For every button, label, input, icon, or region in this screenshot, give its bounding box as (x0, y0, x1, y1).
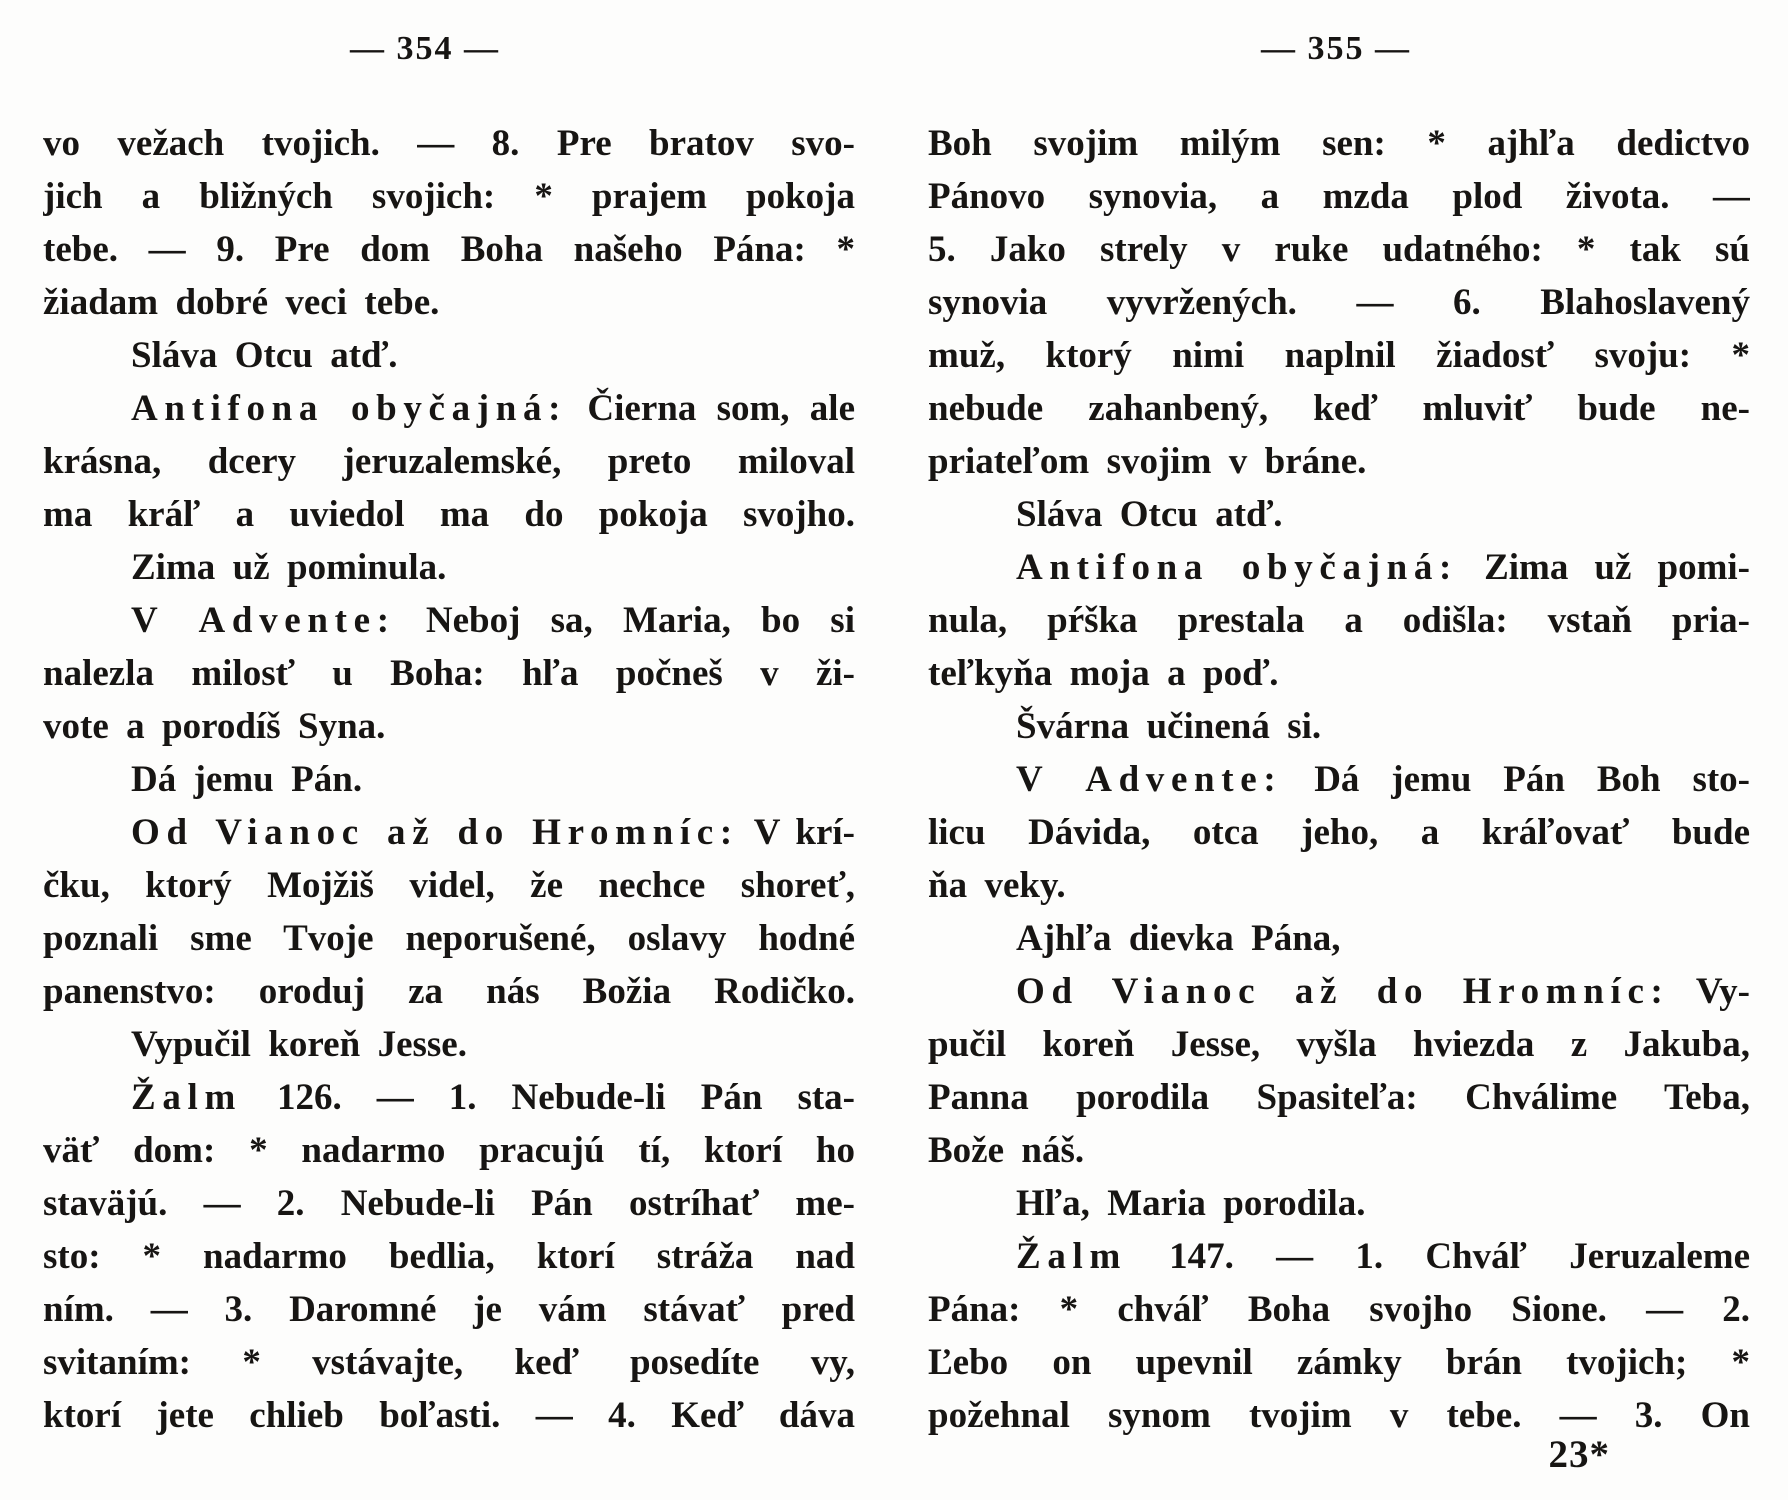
text-line (928, 1177, 1750, 1230)
line-text: priateľom svojim v bráne. (928, 441, 1367, 482)
line-text: Pána: * chváľ Boha svojho Sione. — 2. (928, 1289, 1750, 1330)
text-line (43, 117, 855, 170)
line-head: Žalm (131, 1077, 242, 1118)
right-text-column (928, 117, 1750, 1481)
text-line (43, 1283, 855, 1336)
text-line (928, 329, 1750, 382)
text-line (43, 276, 855, 329)
line-text: Dá jemu Pán Boh sto- (1282, 759, 1750, 800)
line-text: ňa veky. (928, 865, 1066, 906)
line-text: väť dom: * nadarmo pracujú tí, ktorí ho (43, 1130, 855, 1171)
text-line (43, 1336, 855, 1389)
line-head: Antifona obyčajná: (1016, 547, 1458, 588)
text-line (928, 647, 1750, 700)
line-text: žiadam dobré veci tebe. (43, 282, 440, 323)
line-text: Sláva Otcu atď. (1016, 494, 1283, 535)
line-text: muž, ktorý nimi naplnil žiadosť svoju: * (928, 335, 1750, 376)
text-line (928, 276, 1750, 329)
line-text: ma kráľ a uviedol ma do pokoja svojho. (43, 494, 855, 535)
text-line (928, 700, 1750, 753)
line-text: nalezla milosť u Boha: hľa počneš v ži- (43, 653, 855, 694)
text-line (928, 223, 1750, 276)
line-text: vo vežach tvojich. — 8. Pre bratov svo- (43, 123, 855, 164)
text-line (928, 753, 1750, 806)
text-line (43, 806, 855, 859)
line-text: Bože náš. (928, 1130, 1085, 1171)
line-text: synovia vyvržených. — 6. Blahoslavený (928, 282, 1750, 323)
line-text: Dá jemu Pán. (131, 759, 363, 800)
line-head: V Advente: (131, 600, 396, 641)
left-text-column (43, 117, 855, 1442)
line-text: poznali sme Tvoje neporušené, oslavy hodné (43, 918, 855, 959)
line-head: Žalm (1016, 1236, 1127, 1277)
line-head: Antifona obyčajná: (131, 388, 568, 429)
line-text: Sláva Otcu atď. (131, 335, 398, 376)
text-line (43, 541, 855, 594)
line-text: Čierna som, ale (567, 388, 855, 429)
text-line (928, 806, 1750, 859)
text-line (43, 647, 855, 700)
text-line (43, 329, 855, 382)
text-line (928, 1283, 1750, 1336)
text-line (928, 1071, 1750, 1124)
text-line (928, 382, 1750, 435)
text-line (43, 859, 855, 912)
text-line (43, 1071, 855, 1124)
text-line (928, 1018, 1750, 1071)
text-line (43, 488, 855, 541)
text-line (43, 1389, 855, 1442)
text-line (928, 1389, 1750, 1442)
text-line (928, 594, 1750, 647)
text-line (43, 912, 855, 965)
text-line (928, 541, 1750, 594)
line-text: staväjú. — 2. Nebude-li Pán ostríhať me- (43, 1183, 855, 1224)
text-line (43, 435, 855, 488)
line-text: Zima už pomi- (1457, 547, 1750, 588)
line-text: vote a porodíš Syna. (43, 706, 386, 747)
text-line (43, 1018, 855, 1071)
text-line (43, 170, 855, 223)
line-text: Zima už pominula. (131, 547, 447, 588)
line-text: nebude zahanbený, keď mluviť bude ne- (928, 388, 1750, 429)
line-head: V Advente: (1016, 759, 1283, 800)
line-text: čku, ktorý Mojžiš videl, že nechce shoreť, (43, 865, 855, 906)
text-line (928, 1336, 1750, 1389)
text-line (928, 117, 1750, 170)
line-text: Ajhľa dievka Pána, (1016, 918, 1341, 959)
line-head: Od Vianoc až do Hromníc: (131, 812, 739, 853)
line-text: jich a bližných svojich: * prajem pokoja (43, 176, 855, 217)
text-line (928, 170, 1750, 223)
line-head: Od Vianoc až do Hromníc: (1016, 971, 1670, 1012)
line-text: nula, pŕška prestala a odišla: vstaň pria- (928, 600, 1750, 641)
line-text: Neboj sa, Maria, bo si (395, 600, 855, 641)
line-text: ktorí jete chlieb boľasti. — 4. Keď dáva (43, 1395, 855, 1436)
page-number-left: — 354 — (350, 30, 500, 67)
text-line (43, 700, 855, 753)
line-text: Vy- (1669, 971, 1750, 1012)
line-text: 147. — 1. Chváľ Jeruzaleme (1126, 1236, 1750, 1277)
signature-mark: 23* (1548, 1433, 1610, 1476)
text-line (928, 912, 1750, 965)
text-line (928, 435, 1750, 488)
line-text: teľkyňa moja a poď. (928, 653, 1279, 694)
line-text: Ľebo on upevnil zámky brán tvojich; * (928, 1342, 1750, 1383)
text-line (43, 1177, 855, 1230)
line-text: Boh svojim milým sen: * ajhľa dedictvo (928, 123, 1750, 164)
line-text: krásna, dcery jeruzalemské, preto miloval (43, 441, 855, 482)
page-number-right: — 355 — (1261, 30, 1411, 67)
line-text: 126. — 1. Nebude-li Pán sta- (241, 1077, 855, 1118)
text-line (928, 965, 1750, 1018)
text-line (928, 1124, 1750, 1177)
line-text: licu Dávida, otca jeho, a kráľovať bude (928, 812, 1750, 853)
line-text: panenstvo: oroduj za nás Božia Rodičko. (43, 971, 855, 1012)
line-text: V krí- (738, 812, 855, 853)
text-line (43, 223, 855, 276)
line-text: svitaním: * vstávajte, keď posedíte vy, (43, 1342, 855, 1383)
line-text: Švárna učinená si. (1016, 706, 1322, 747)
text-line (928, 859, 1750, 912)
line-text: pučil koreň Jesse, vyšla hviezda z Jakuba, (928, 1024, 1750, 1065)
text-line (928, 1230, 1750, 1283)
line-text: sto: * nadarmo bedlia, ktorí stráža nad (43, 1236, 855, 1277)
line-text: Panna porodila Spasiteľa: Chválime Teba, (928, 1077, 1750, 1118)
text-line (928, 488, 1750, 541)
text-line (43, 753, 855, 806)
line-text: tebe. — 9. Pre dom Boha našeho Pána: * (43, 229, 855, 270)
text-line (43, 594, 855, 647)
right-page (894, 0, 1788, 1500)
line-text: Vypučil koreň Jesse. (131, 1024, 467, 1065)
text-line (43, 965, 855, 1018)
line-text: ním. — 3. Daromné je vám stávať pred (43, 1289, 855, 1330)
line-text: Pánovo synovia, a mzda plod života. — (928, 176, 1750, 217)
text-line (43, 382, 855, 435)
line-text: 5. Jako strely v ruke udatného: * tak sú (928, 229, 1750, 270)
line-text: Hľa, Maria porodila. (1016, 1183, 1366, 1224)
line-text: požehnal synom tvojim v tebe. — 3. On (928, 1395, 1750, 1436)
text-line (43, 1124, 855, 1177)
text-line (43, 1230, 855, 1283)
